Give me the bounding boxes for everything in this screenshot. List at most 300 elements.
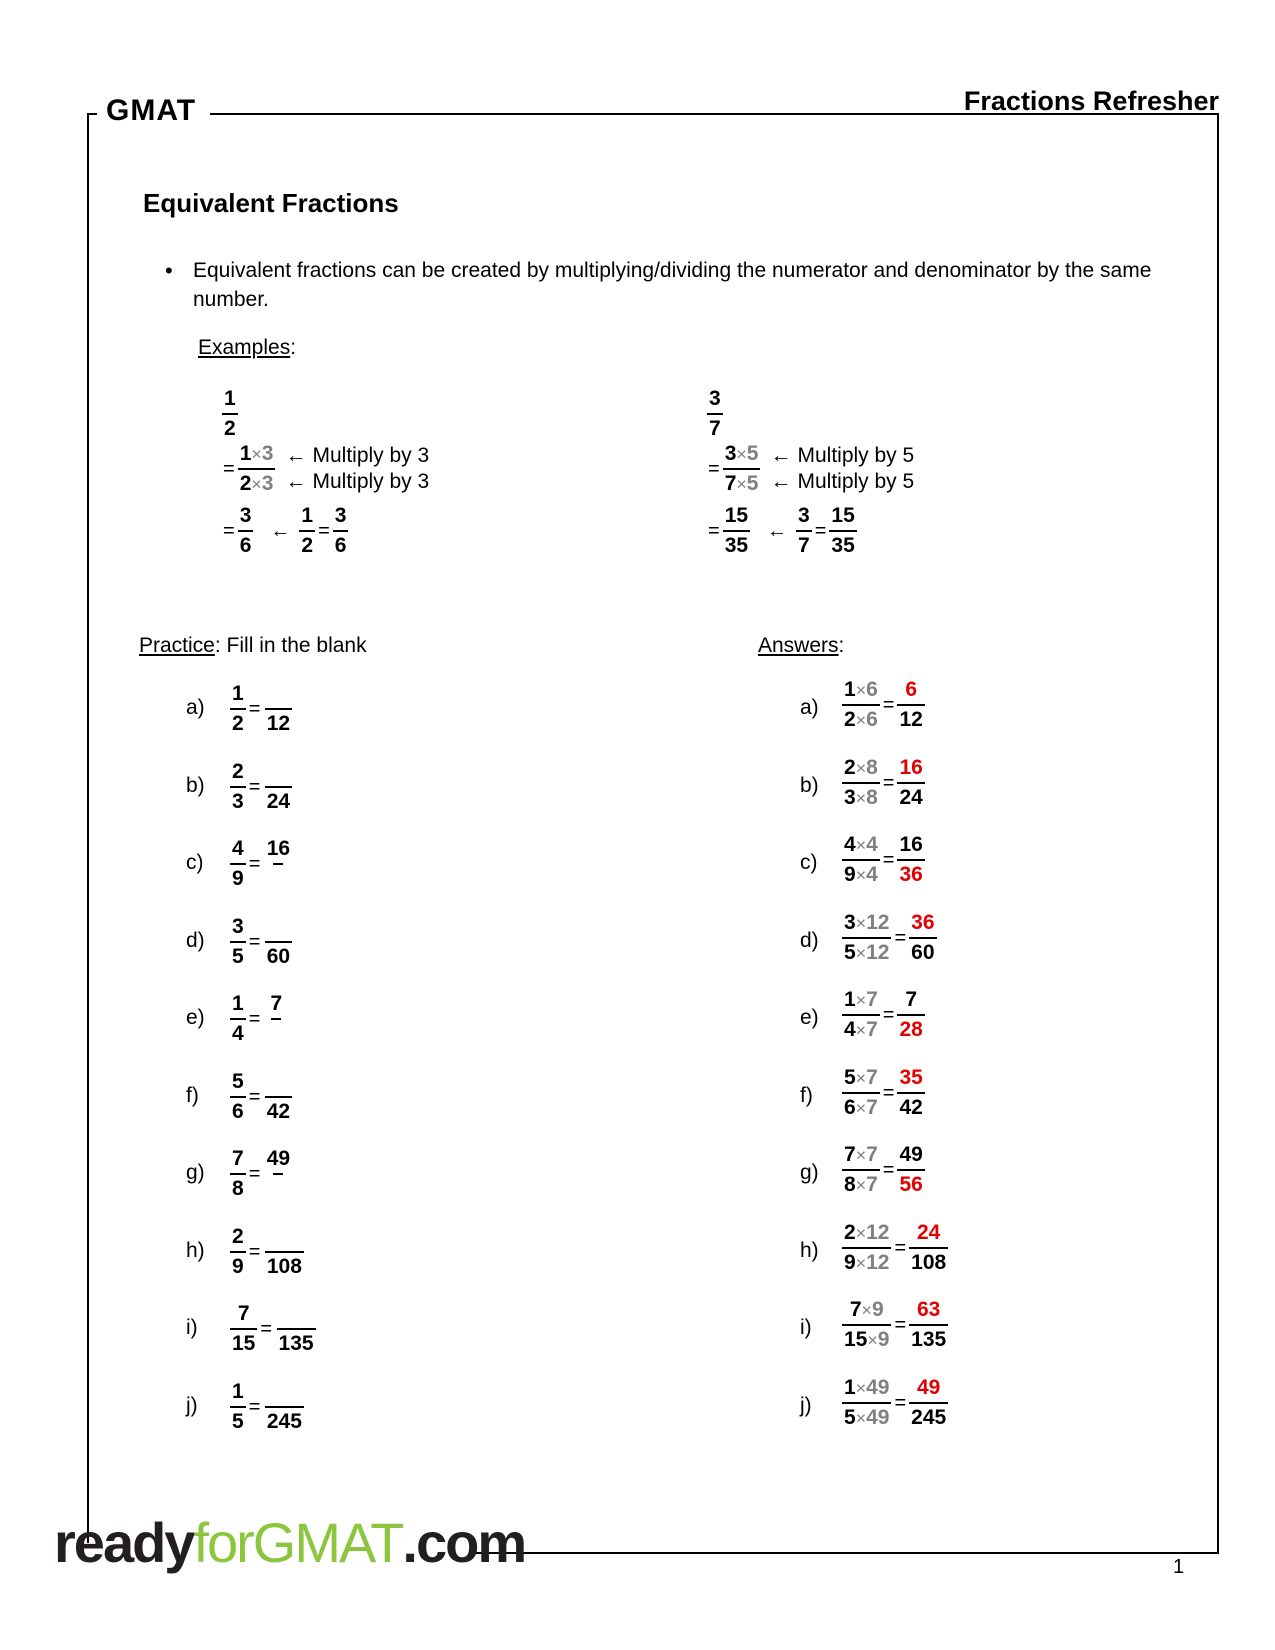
example-note-text: Multiply by 5 xyxy=(797,444,915,467)
example-multiply-fraction xyxy=(238,440,276,498)
times-sign: × xyxy=(855,1378,867,1398)
document-title: Fractions Refresher xyxy=(963,86,1219,116)
times-sign: × xyxy=(855,1223,867,1243)
example-note-text: Multiply by 5 xyxy=(797,470,915,493)
practice-problem xyxy=(230,1145,293,1203)
answer-result-fraction-numerator: 24 xyxy=(917,1221,941,1244)
answer-result-fraction xyxy=(909,1296,948,1354)
answer-result-fraction-numerator: 6 xyxy=(905,678,917,701)
answer-result-fraction xyxy=(897,754,924,812)
answer-multiply-fraction-factor: 7 xyxy=(866,1173,878,1196)
times-sign: × xyxy=(855,913,867,933)
answer-result-fraction xyxy=(909,909,936,967)
answer-solution xyxy=(842,1141,925,1199)
example-multiply-fraction-base: 1 xyxy=(239,442,252,465)
answer-multiply-fraction-base: 9 xyxy=(844,1251,856,1274)
answer-multiply-fraction-factor: 7 xyxy=(866,1018,878,1041)
problem-blank-fraction-denominator: 135 xyxy=(277,1328,316,1358)
example-result-fraction xyxy=(723,502,750,560)
equals-sign: = xyxy=(248,697,261,720)
answer-result-fraction xyxy=(897,986,924,1044)
answer-multiply-fraction-base: 1 xyxy=(844,1376,856,1399)
example-multiply-step xyxy=(705,440,914,498)
example-note-denominator xyxy=(285,469,429,495)
problem-blank-fraction-denominator: 108 xyxy=(265,1251,304,1281)
problem-fraction-denominator: 5 xyxy=(230,1406,246,1436)
answer-multiply-fraction-denominator xyxy=(842,782,880,812)
practice-problem xyxy=(230,990,289,1048)
example-check-left xyxy=(796,502,812,560)
problem-label: a) xyxy=(186,696,205,719)
problem-blank-fraction-denominator xyxy=(271,1018,281,1048)
frame-bottom-border xyxy=(476,1552,1219,1554)
problem-blank-fraction xyxy=(263,1068,293,1126)
answer-multiply-fraction-denominator xyxy=(842,1014,880,1044)
answer-label: e) xyxy=(800,1006,819,1029)
times-sign: × xyxy=(855,943,867,963)
answer-multiply-fraction-base: 6 xyxy=(844,1096,856,1119)
times-sign: × xyxy=(855,990,867,1010)
problem-fraction-denominator: 5 xyxy=(230,941,246,971)
problem-fraction xyxy=(230,1223,246,1281)
problem-fraction xyxy=(230,758,246,816)
answer-multiply-fraction-base: 15 xyxy=(844,1328,868,1351)
times-sign: × xyxy=(855,788,867,808)
equals-sign: = xyxy=(248,1085,261,1108)
answer-multiply-fraction-numerator xyxy=(842,909,891,937)
example-result xyxy=(220,502,348,560)
problem-label: c) xyxy=(186,851,204,874)
practice-problem xyxy=(230,680,293,738)
problem-fraction-denominator: 8 xyxy=(230,1173,246,1203)
answer-multiply-fraction-numerator xyxy=(842,1141,880,1169)
example-fraction xyxy=(707,385,723,443)
problem-blank-fraction-numerator: 16 xyxy=(266,837,291,860)
times-sign: × xyxy=(855,1145,867,1165)
answer-multiply-fraction xyxy=(842,1296,891,1354)
example-check-left-denominator: 2 xyxy=(299,530,315,560)
answer-solution xyxy=(842,909,937,967)
answer-multiply-fraction-factor: 6 xyxy=(866,708,878,731)
problem-blank-fraction-numerator xyxy=(294,1300,298,1328)
problem-label: g) xyxy=(186,1161,205,1184)
answers-heading xyxy=(758,634,844,658)
problem-fraction-denominator: 4 xyxy=(230,1018,246,1048)
times-sign: × xyxy=(855,1098,867,1118)
answer-result-fraction xyxy=(897,676,924,734)
left-arrow-icon: ← xyxy=(767,519,788,542)
problem-fraction-denominator: 15 xyxy=(230,1328,257,1358)
problem-fraction-denominator: 3 xyxy=(230,786,246,816)
answer-multiply-fraction-denominator xyxy=(842,1169,880,1199)
answer-result-fraction-denominator: 245 xyxy=(909,1402,948,1432)
answer-result-fraction-denominator: 42 xyxy=(897,1092,924,1122)
example-multiply-fraction-base: 2 xyxy=(239,472,252,495)
times-sign: × xyxy=(861,1300,872,1320)
example-multiply-fraction-base: 3 xyxy=(724,442,737,465)
practice-problem xyxy=(230,758,293,816)
answer-multiply-fraction-numerator xyxy=(842,1064,880,1092)
example-note-numerator xyxy=(285,443,429,469)
answer-result-fraction-denominator: 24 xyxy=(897,782,924,812)
example-check-left-numerator: 1 xyxy=(301,504,314,527)
problem-blank-fraction-numerator xyxy=(276,758,280,786)
answer-multiply-fraction-factor: 12 xyxy=(866,1221,890,1244)
example-check-right-numerator: 3 xyxy=(334,504,347,527)
example-check-right xyxy=(829,502,856,560)
problem-fraction-numerator: 2 xyxy=(232,760,244,783)
example-note-numerator xyxy=(770,443,914,469)
equals-sign: = xyxy=(318,519,330,542)
example-multiply-fraction-numerator xyxy=(723,440,761,468)
problem-label: b) xyxy=(186,774,205,797)
example-fraction-denominator: 7 xyxy=(707,413,723,443)
problem-blank-fraction xyxy=(275,1300,317,1358)
times-sign: × xyxy=(855,835,867,855)
problem-fraction-numerator: 3 xyxy=(232,915,244,938)
answer-multiply-fraction-denominator xyxy=(842,1092,880,1122)
answer-multiply-fraction xyxy=(842,676,880,734)
example-check-right-denominator: 35 xyxy=(829,530,856,560)
problem-fraction xyxy=(230,1300,257,1358)
answer-multiply-fraction-numerator xyxy=(842,831,880,859)
example-note-denominator xyxy=(770,469,914,495)
equals-sign: = xyxy=(248,1395,261,1418)
answer-multiply-fraction-denominator xyxy=(842,1402,891,1432)
answer-multiply-fraction xyxy=(842,909,891,967)
answer-multiply-fraction xyxy=(842,1374,891,1432)
problem-fraction xyxy=(230,1145,246,1203)
answer-multiply-fraction-numerator xyxy=(842,754,880,782)
answer-multiply-fraction-factor: 49 xyxy=(866,1376,890,1399)
answer-label: c) xyxy=(800,851,818,874)
times-sign: × xyxy=(736,444,747,464)
answer-solution xyxy=(842,986,925,1044)
answer-multiply-fraction xyxy=(842,831,880,889)
answer-multiply-fraction-factor: 6 xyxy=(866,678,878,701)
answer-multiply-fraction-base: 8 xyxy=(844,1173,856,1196)
left-arrow-icon: ← xyxy=(285,470,307,493)
answer-multiply-fraction-numerator xyxy=(842,1374,891,1402)
example-original-fraction xyxy=(222,385,238,443)
answer-multiply-fraction-numerator xyxy=(842,1219,891,1247)
problem-fraction xyxy=(230,835,246,893)
answer-solution xyxy=(842,1064,925,1122)
practice-problem xyxy=(230,913,293,971)
answer-result-fraction xyxy=(897,1141,924,1199)
answer-result-fraction-numerator: 35 xyxy=(899,1066,923,1089)
problem-blank-fraction-numerator xyxy=(276,913,280,941)
problem-blank-fraction xyxy=(263,990,289,1048)
answer-result-fraction-denominator: 108 xyxy=(909,1247,948,1277)
answer-multiply-fraction-denominator xyxy=(842,859,880,889)
times-sign: × xyxy=(251,474,262,494)
logo-part-com: .com xyxy=(402,1511,526,1574)
practice-problem xyxy=(230,835,293,893)
bullet-text: Equivalent fractions can be created by multiplying/dividing the numerator and denominator by the same number. xyxy=(193,259,1152,311)
answer-multiply-fraction xyxy=(842,1064,880,1122)
answer-multiply-fraction-factor: 12 xyxy=(866,941,890,964)
answer-result-fraction-denominator: 60 xyxy=(909,937,936,967)
logo-part-ready: ready xyxy=(54,1511,194,1574)
times-sign: × xyxy=(251,444,262,464)
problem-fraction-numerator: 1 xyxy=(232,1380,244,1403)
problem-blank-fraction xyxy=(263,835,293,893)
example-multiply-step xyxy=(220,440,429,498)
answer-multiply-fraction xyxy=(842,1141,880,1199)
answer-result-fraction-denominator: 28 xyxy=(897,1014,924,1044)
equals-sign: = xyxy=(814,519,827,542)
answer-label: f) xyxy=(800,1084,813,1107)
answer-solution xyxy=(842,676,925,734)
problem-blank-fraction-numerator: 49 xyxy=(266,1147,291,1170)
answer-solution xyxy=(842,754,925,812)
example-note-text: Multiply by 3 xyxy=(312,444,430,467)
examples-label-text: Examples xyxy=(198,336,291,359)
times-sign: × xyxy=(855,1408,867,1428)
times-sign: × xyxy=(855,710,867,730)
times-sign: × xyxy=(855,865,867,885)
example-result-fraction-numerator: 15 xyxy=(724,504,749,527)
answer-multiply-fraction-base: 2 xyxy=(844,756,856,779)
answer-solution xyxy=(842,1296,948,1354)
equals-sign: = xyxy=(223,457,235,480)
answer-multiply-fraction-numerator xyxy=(842,676,880,704)
answer-result-fraction-numerator: 7 xyxy=(905,988,917,1011)
example-multiply-fraction xyxy=(723,440,761,498)
example-fraction-numerator: 3 xyxy=(709,387,721,410)
page-number: 1 xyxy=(1173,1556,1185,1578)
examples-label xyxy=(198,336,296,360)
answer-result-fraction xyxy=(897,1064,924,1122)
example-result-fraction-numerator: 3 xyxy=(239,504,252,527)
answer-result-fraction xyxy=(897,831,924,889)
problem-blank-fraction-denominator: 42 xyxy=(265,1096,292,1126)
equals-sign: = xyxy=(882,1158,895,1181)
practice-label: Practice xyxy=(139,634,215,657)
answer-multiply-fraction-base: 7 xyxy=(849,1298,862,1321)
times-sign: × xyxy=(855,1020,867,1040)
example-fraction xyxy=(222,385,238,443)
example-multiply-fraction-denominator xyxy=(723,468,761,498)
example-result-fraction xyxy=(238,502,254,560)
equals-sign: = xyxy=(248,775,261,798)
times-sign: × xyxy=(867,1330,878,1350)
problem-blank-fraction-denominator: 24 xyxy=(265,786,292,816)
answer-result-fraction-numerator: 36 xyxy=(911,911,935,934)
example-notes xyxy=(285,443,429,495)
answer-multiply-fraction-base: 4 xyxy=(844,833,856,856)
example-notes xyxy=(770,443,914,495)
problem-blank-fraction xyxy=(263,1378,305,1436)
example-multiply-fraction-numerator xyxy=(238,440,276,468)
answer-multiply-fraction-factor: 7 xyxy=(866,1096,878,1119)
problem-blank-fraction-denominator: 12 xyxy=(265,708,292,738)
answer-multiply-fraction-numerator xyxy=(848,1296,886,1324)
example-multiply-fraction-denominator xyxy=(238,468,276,498)
times-sign: × xyxy=(855,1068,867,1088)
left-arrow-icon: ← xyxy=(770,470,792,493)
times-sign: × xyxy=(736,474,747,494)
answer-label: g) xyxy=(800,1161,819,1184)
equals-sign: = xyxy=(248,1240,261,1263)
problem-label: f) xyxy=(186,1084,199,1107)
answer-label: d) xyxy=(800,929,819,952)
example-multiply-fraction-factor: 3 xyxy=(261,442,274,465)
answer-solution xyxy=(842,1219,948,1277)
examples-label-colon: : xyxy=(290,336,297,359)
frame-right-border xyxy=(1217,113,1219,1554)
answer-multiply-fraction-base: 7 xyxy=(844,1143,856,1166)
answer-multiply-fraction-base: 2 xyxy=(844,1221,856,1244)
example-multiply-fraction-base: 7 xyxy=(724,472,737,495)
example-result-fraction-denominator: 6 xyxy=(238,530,254,560)
answer-result-fraction-numerator: 16 xyxy=(899,833,923,856)
answer-multiply-fraction-denominator xyxy=(842,704,880,734)
answer-multiply-fraction xyxy=(842,1219,891,1277)
example-check-right-numerator: 15 xyxy=(831,504,855,527)
problem-blank-fraction-denominator xyxy=(273,1173,283,1203)
answer-multiply-fraction-denominator xyxy=(842,1324,891,1354)
equals-sign: = xyxy=(894,1236,907,1259)
answer-result-fraction-denominator: 56 xyxy=(897,1169,924,1199)
problem-label: h) xyxy=(186,1239,205,1262)
practice-instruction: Fill in the blank xyxy=(220,634,367,657)
practice-problem xyxy=(230,1300,317,1358)
problem-fraction-numerator: 2 xyxy=(232,1225,244,1248)
left-arrow-icon: ← xyxy=(270,519,291,542)
practice-colon: : xyxy=(214,634,221,657)
frame-left-border xyxy=(87,113,89,1543)
example-multiply-fraction-factor: 5 xyxy=(746,442,759,465)
example-check-right-denominator: 6 xyxy=(333,530,349,560)
logo-part-forgmat: forGMAT xyxy=(193,1511,403,1574)
readyforgmat-logo xyxy=(54,1510,525,1575)
problem-fraction-denominator: 9 xyxy=(230,863,246,893)
answer-multiply-fraction-factor: 4 xyxy=(866,863,878,886)
equals-sign: = xyxy=(894,1313,907,1336)
problem-blank-fraction xyxy=(263,680,293,738)
equals-sign: = xyxy=(260,1317,273,1340)
answer-multiply-fraction-numerator xyxy=(842,986,880,1014)
example-check-right xyxy=(333,502,349,560)
equals-sign: = xyxy=(708,457,720,480)
problem-blank-fraction xyxy=(263,1223,305,1281)
answer-multiply-fraction-denominator xyxy=(842,937,891,967)
answer-multiply-fraction-factor: 7 xyxy=(866,988,878,1011)
answer-result-fraction xyxy=(909,1219,948,1277)
times-sign: × xyxy=(855,1253,867,1273)
answer-multiply-fraction-base: 3 xyxy=(844,786,856,809)
answer-multiply-fraction-base: 2 xyxy=(844,708,856,731)
problem-fraction-numerator: 5 xyxy=(232,1070,244,1093)
answer-multiply-fraction-factor: 7 xyxy=(866,1143,878,1166)
equals-sign: = xyxy=(248,1162,261,1185)
answer-result-fraction-denominator: 12 xyxy=(897,704,924,734)
answer-solution xyxy=(842,1374,948,1432)
problem-fraction xyxy=(230,1068,246,1126)
answers-colon: : xyxy=(838,634,845,657)
example-result-fraction-denominator: 35 xyxy=(723,530,750,560)
answer-multiply-fraction-factor: 12 xyxy=(866,1251,890,1274)
problem-label: i) xyxy=(186,1316,198,1339)
equals-sign: = xyxy=(882,1081,895,1104)
answer-result-fraction-denominator: 36 xyxy=(897,859,924,889)
answer-result-fraction-numerator: 49 xyxy=(899,1143,923,1166)
example-check-left-numerator: 3 xyxy=(798,504,810,527)
example-check-left xyxy=(299,502,315,560)
times-sign: × xyxy=(855,758,867,778)
answer-label: h) xyxy=(800,1239,819,1262)
times-sign: × xyxy=(855,680,867,700)
equals-sign: = xyxy=(882,693,895,716)
problem-blank-fraction-denominator: 245 xyxy=(265,1406,304,1436)
bullet-icon: • xyxy=(165,258,173,283)
answer-multiply-fraction-factor: 9 xyxy=(877,1328,890,1351)
problem-fraction-numerator: 7 xyxy=(237,1302,250,1325)
equals-sign: = xyxy=(248,852,261,875)
problem-fraction-denominator: 9 xyxy=(230,1251,246,1281)
answer-solution xyxy=(842,831,925,889)
answer-multiply-fraction-factor: 4 xyxy=(866,833,878,856)
equals-sign: = xyxy=(223,519,235,542)
problem-blank-fraction-numerator: 7 xyxy=(270,992,283,1015)
frame-left-tick xyxy=(87,113,97,115)
answer-result-fraction xyxy=(909,1374,948,1432)
example-multiply-fraction-factor: 3 xyxy=(261,472,274,495)
problem-blank-fraction-denominator xyxy=(273,863,283,893)
equals-sign: = xyxy=(708,519,720,542)
answer-multiply-fraction-base: 5 xyxy=(844,1406,856,1429)
example-check-left-denominator: 7 xyxy=(796,530,812,560)
practice-problem xyxy=(230,1068,293,1126)
example-result xyxy=(705,502,857,560)
problem-label: d) xyxy=(186,929,205,952)
answer-multiply-fraction-base: 9 xyxy=(844,863,856,886)
answer-multiply-fraction-factor: 8 xyxy=(866,786,878,809)
left-arrow-icon: ← xyxy=(770,444,792,467)
answer-multiply-fraction-factor: 8 xyxy=(866,756,878,779)
answer-multiply-fraction xyxy=(842,754,880,812)
answer-result-fraction-numerator: 49 xyxy=(917,1376,941,1399)
answer-multiply-fraction-factor: 12 xyxy=(866,911,890,934)
answer-multiply-fraction-factor: 9 xyxy=(871,1298,884,1321)
problem-fraction-numerator: 1 xyxy=(232,992,244,1015)
equals-sign: = xyxy=(882,848,895,871)
problem-fraction xyxy=(230,990,246,1048)
problem-fraction xyxy=(230,680,246,738)
section-title: Equivalent Fractions xyxy=(143,188,399,218)
equals-sign: = xyxy=(248,930,261,953)
example-note-text: Multiply by 3 xyxy=(312,470,430,493)
answer-multiply-fraction-base: 1 xyxy=(844,678,856,701)
answer-multiply-fraction-base: 5 xyxy=(844,1066,856,1089)
answer-label: b) xyxy=(800,774,819,797)
header-gmat-label: GMAT xyxy=(106,94,197,127)
answer-result-fraction-denominator: 135 xyxy=(909,1324,948,1354)
practice-heading xyxy=(139,634,367,658)
equals-sign: = xyxy=(882,1003,895,1026)
problem-blank-fraction-numerator xyxy=(282,1378,286,1406)
answer-multiply-fraction-base: 4 xyxy=(844,1018,856,1041)
problem-blank-fraction-numerator xyxy=(282,1223,286,1251)
practice-problem xyxy=(230,1223,305,1281)
equals-sign: = xyxy=(894,1391,907,1414)
problem-blank-fraction xyxy=(263,913,293,971)
problem-fraction-denominator: 2 xyxy=(230,708,246,738)
answer-multiply-fraction-factor: 49 xyxy=(866,1406,890,1429)
example-multiply-fraction-factor: 5 xyxy=(746,472,759,495)
